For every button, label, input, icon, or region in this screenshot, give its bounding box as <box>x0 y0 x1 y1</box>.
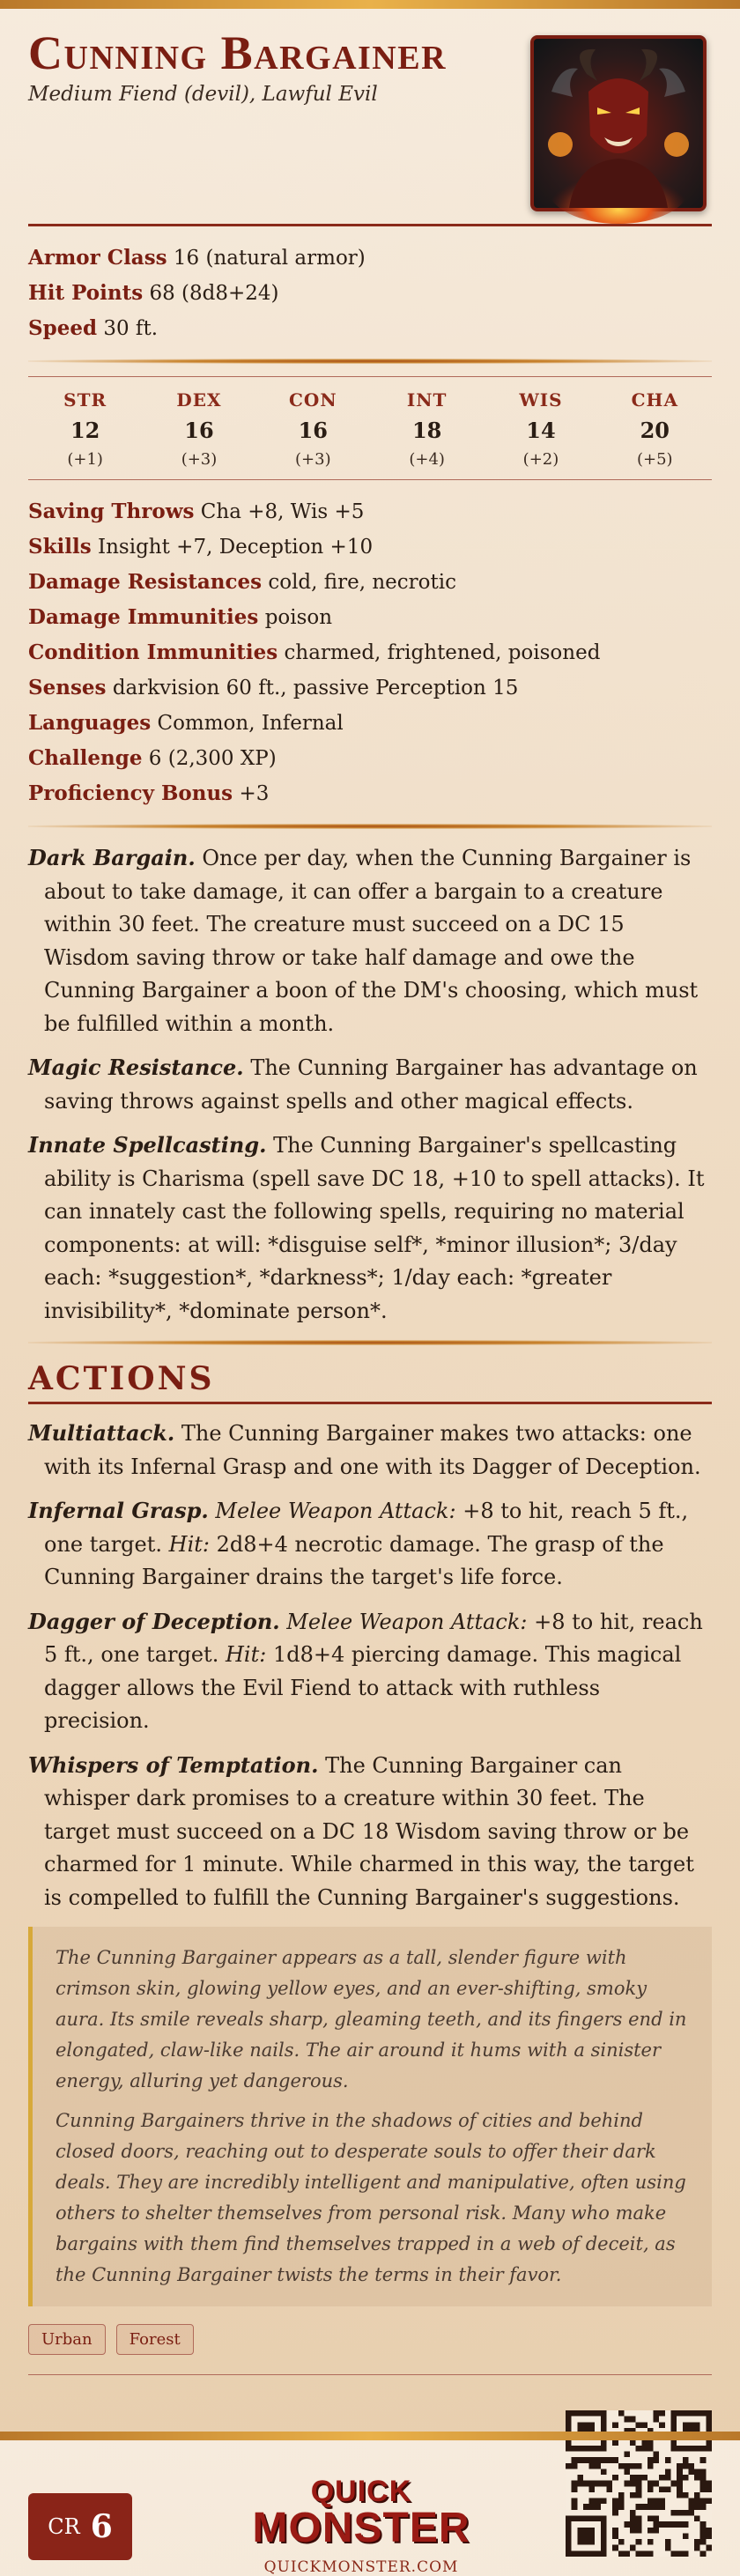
header <box>28 25 712 217</box>
property-label: Condition Immunities <box>28 640 278 664</box>
attack-type: Melee Weapon Attack: <box>215 1499 456 1523</box>
hit-label: Hit: <box>225 1642 267 1667</box>
ability-modifier: (+3) <box>181 450 218 469</box>
ability-modifier: (+5) <box>637 450 673 469</box>
hit-points-label: Hit Points <box>28 281 144 305</box>
ability-name: CON <box>289 389 337 411</box>
property-value: charmed, frightened, poisoned <box>284 641 601 664</box>
traits <box>28 841 712 1328</box>
damage-resistances <box>28 565 712 600</box>
core-stats <box>28 226 712 346</box>
cr-value: 6 <box>90 2508 113 2545</box>
gold-divider <box>28 824 712 829</box>
property-label: Proficiency Bonus <box>28 781 233 805</box>
action-text: The Cunning Bargainer makes two attacks: one with its Infernal Grasp and one with its Dagger of Deception. <box>44 1421 701 1479</box>
action-text: The Cunning Bargainer can whisper dark promises to a creature within 30 feet. The target must succeed on a DC 18 Wisdom saving throw or be charmed for 1 minute. While charmed in this way, the target is compelled to fulfill the Cunning Bargainer's suggestions. <box>44 1752 694 1910</box>
condition-immunities <box>28 635 712 670</box>
trait-name: Dark Bargain. <box>28 845 196 870</box>
armor-class-label: Armor Class <box>28 246 167 270</box>
armor-class <box>28 241 712 276</box>
trait-magic-resistance <box>28 1051 712 1118</box>
ability-score: 16 <box>184 418 214 443</box>
logo-line1: QUICK <box>310 2475 412 2508</box>
action-name: Multiattack. <box>28 1420 175 1446</box>
cr-label: CR <box>48 2514 80 2539</box>
trait-dark-bargain <box>28 841 712 1040</box>
action-infernal-grasp <box>28 1494 712 1595</box>
tag-urban[interactable]: Urban <box>28 2324 106 2355</box>
ability-name: STR <box>63 389 107 411</box>
ability-name: INT <box>406 389 448 411</box>
action-name: Whispers of Temptation. <box>28 1751 319 1778</box>
challenge <box>28 741 712 776</box>
ability-dex <box>151 389 248 469</box>
site-url[interactable]: QUICKMONSTER.COM <box>263 2558 459 2576</box>
action-multiattack <box>28 1417 712 1484</box>
action-hit-text: 2d8+4 necrotic damage. The grasp of the Cunning Bargainer drains the target's life force. <box>44 1531 664 1589</box>
action-name: Dagger of Deception. <box>28 1608 280 1634</box>
property-label: Skills <box>28 535 92 559</box>
quickmonster-logo[interactable] <box>247 2476 476 2576</box>
devil-portrait-image <box>530 35 707 211</box>
ability-con <box>264 389 361 469</box>
trait-text: The Cunning Bargainer's spellcasting ability is Charisma (spell save DC 18, +10 to spell attacks). It can innately cast the following spells, requiring no material components: at will: *disguise self*, *minor illusion*; 3/day each: *suggestion*, *darkness*; 1/day each: *greater invisibility*, *dominate person*. <box>44 1133 705 1323</box>
actions-divider <box>28 1402 712 1404</box>
ability-modifier: (+3) <box>295 450 331 469</box>
speed-label: Speed <box>28 316 98 340</box>
property-label: Saving Throws <box>28 500 195 523</box>
speed <box>28 311 712 346</box>
ability-name: WIS <box>519 389 563 411</box>
property-value: cold, fire, necrotic <box>268 571 456 594</box>
gold-divider <box>28 1340 712 1345</box>
ability-str <box>37 389 134 469</box>
monster-type: Medium Fiend (devil), Lawful Evil <box>28 83 378 106</box>
property-label: Damage Resistances <box>28 570 263 594</box>
ability-score: 16 <box>298 418 329 443</box>
skills <box>28 529 712 565</box>
property-label: Challenge <box>28 746 143 770</box>
logo-line2: MONSTER <box>252 2505 470 2551</box>
action-text: +8 to hit, reach 5 ft., one target. <box>44 1609 703 1667</box>
proficiency-bonus <box>28 776 712 811</box>
trait-innate-spellcasting <box>28 1129 712 1328</box>
ability-name: DEX <box>176 389 222 411</box>
speed-value: 30 ft. <box>103 317 159 340</box>
property-value: Insight +7, Deception +10 <box>98 536 374 559</box>
property-label: Senses <box>28 676 107 700</box>
action-whispers-of-temptation <box>28 1749 712 1915</box>
trait-name: Innate Spellcasting. <box>28 1132 267 1158</box>
ability-scores <box>28 377 712 479</box>
action-hit-text: 1d8+4 piercing damage. This magical dagger allows the Evil Fiend to attack with ruthless precision. <box>44 1642 682 1733</box>
armor-class-value: 16 (natural armor) <box>173 247 366 270</box>
property-value: darkvision 60 ft., passive Perception 15 <box>112 677 519 700</box>
ability-score: 12 <box>70 418 100 443</box>
actions <box>28 1417 712 1914</box>
property-value: +3 <box>239 782 270 805</box>
trait-text: The Cunning Bargainer has advantage on saving throws against spells and other magical effects. <box>44 1055 698 1114</box>
ability-name: CHA <box>631 389 678 411</box>
gold-divider <box>28 359 712 364</box>
property-label: Languages <box>28 711 152 735</box>
languages <box>28 706 712 741</box>
ability-score: 14 <box>526 418 556 443</box>
saving-throws <box>28 494 712 529</box>
property-label: Damage Immunities <box>28 605 259 629</box>
footer <box>28 2395 712 2576</box>
lore-box <box>28 1927 712 2306</box>
ability-wis <box>492 389 589 469</box>
action-text: +8 to hit, reach 5 ft., one target. <box>44 1499 689 1557</box>
action-dagger-of-deception <box>28 1605 712 1738</box>
ability-modifier: (+1) <box>67 450 103 469</box>
property-value: poison <box>264 606 333 629</box>
trait-text: Once per day, when the Cunning Bargainer is about to take damage, it can offer a bargain to a creature within 30 feet. The creature must succeed on a DC 15 Wisdom saving throw or take half damage and owe the Cunning Bargainer a boon of the DM's choosing, which must be fulfilled within a month. <box>44 846 699 1036</box>
hit-points-value: 68 (8d8+24) <box>149 282 279 305</box>
hit-label: Hit: <box>168 1531 210 1557</box>
damage-immunities <box>28 600 712 635</box>
lore-paragraph: Cunning Bargainers thrive in the shadows of cities and behind closed doors, reaching out to desperate souls to offer their dark deals. They are incredibly intelligent and manipulative, often using others to shelter themselves from personal risk. Many who make bargains with them find themselves trapped in a web of deceit, as the Cunning Bargainer twists the terms in their favor. <box>56 2110 686 2285</box>
environment-tags <box>28 2324 712 2355</box>
ability-modifier: (+2) <box>522 450 559 469</box>
stat-block <box>28 19 712 2576</box>
monster-name: Cunning Bargainer <box>28 26 448 79</box>
ability-cha <box>606 389 703 469</box>
action-name: Infernal Grasp. <box>28 1498 209 1523</box>
ability-modifier: (+4) <box>409 450 445 469</box>
ability-score: 20 <box>640 418 670 443</box>
properties <box>28 480 712 811</box>
tag-forest[interactable]: Forest <box>116 2324 194 2355</box>
actions-heading: ACTIONS <box>28 1360 215 1397</box>
lore-paragraph: The Cunning Bargainer appears as a tall, slender figure with crimson skin, glowing yellow eyes, and an ever-shifting, smoky aura. Its smile reveals sharp, gleaming teeth, and its fingers end in elongated, claw-like nails. The air around it hums with a sinister energy, alluring yet dangerous. <box>56 1947 687 2091</box>
bottom-border <box>0 2432 740 2440</box>
footer-rule <box>28 2374 712 2375</box>
top-border <box>0 0 740 9</box>
cr-badge <box>28 2493 132 2560</box>
attack-type: Melee Weapon Attack: <box>286 1609 528 1634</box>
trait-name: Magic Resistance. <box>28 1055 244 1080</box>
ability-score: 18 <box>411 418 442 443</box>
senses <box>28 670 712 706</box>
ability-int <box>379 389 476 469</box>
property-value: Cha +8, Wis +5 <box>200 500 365 523</box>
hit-points <box>28 276 712 311</box>
property-value: 6 (2,300 XP) <box>148 747 277 770</box>
property-value: Common, Infernal <box>157 712 344 735</box>
